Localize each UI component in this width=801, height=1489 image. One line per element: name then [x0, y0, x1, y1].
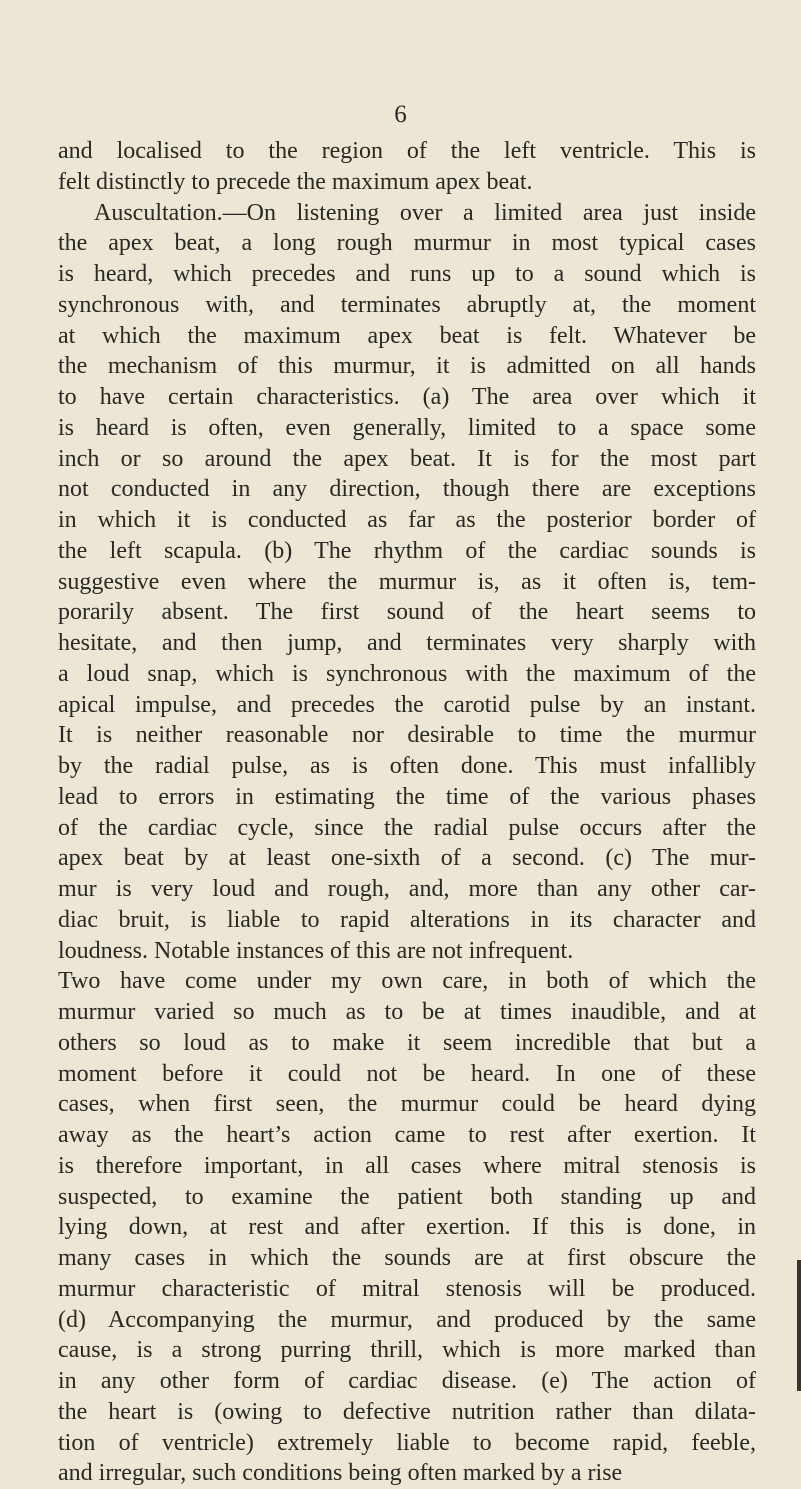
text-line: is heard is often, even generally, limited to a space some — [58, 414, 756, 441]
text-line: in any other form of cardiac disease. (e) The action of — [58, 1368, 756, 1394]
text-line: the heart is (owing to defective nutrition rather than dilata- — [58, 1398, 756, 1425]
text-line: the left scapula. (b) The rhythm of the cardiac sounds is — [58, 537, 756, 564]
text-line: inch or so around the apex beat. It is for the most part — [58, 445, 756, 472]
text-line: suggestive even where the murmur is, as it often is, tem- — [58, 568, 756, 595]
text-line: murmur varied so much as to be at times inaudible, and at — [58, 999, 756, 1025]
text-line: synchronous with, and terminates abruptly at, the moment — [58, 291, 756, 318]
text-line: Auscultation.—On listening over a limited area just inside — [94, 199, 756, 226]
text-line: loudness. Notable instances of this are not infrequent. — [58, 937, 574, 964]
text-line: diac bruit, is liable to rapid alterations in its character and — [58, 906, 756, 933]
text-line: It is neither reasonable nor desirable to time the murmur — [58, 722, 756, 749]
text-line: apical impulse, and precedes the carotid pulse by an instant. — [58, 691, 756, 718]
text-line: to have certain characteristics. (a) The area over which it — [58, 384, 756, 410]
text-line: tion of ventricle) extremely liable to become rapid, feeble, — [58, 1429, 756, 1456]
body-text — [58, 136, 756, 1489]
text-line: lead to errors in estimating the time of the various phases — [58, 783, 756, 810]
text-line: others so loud as to make it seem incredible that but a — [58, 1029, 756, 1056]
text-line: moment before it could not be heard. In one of these — [58, 1060, 756, 1087]
text-line: mur is very loud and rough, and, more than any other car- — [58, 876, 756, 902]
text-line: lying down, at rest and after exertion. If this is done, in — [58, 1214, 756, 1241]
text-line: apex beat by at least one-sixth of a second. (c) The mur- — [58, 845, 756, 872]
text-line: cause, is a strong purring thrill, which is more marked than — [58, 1337, 756, 1364]
text-line: is heard, which precedes and runs up to a sound which is — [58, 261, 756, 287]
text-line: hesitate, and then jump, and terminates very sharply with — [58, 630, 756, 656]
page-edge-shadow — [797, 1260, 801, 1391]
text-line: in which it is conducted as far as the posterior border of — [58, 507, 756, 533]
text-line: murmur characteristic of mitral stenosis will be produced. — [58, 1275, 756, 1302]
text-line: away as the heart’s action came to rest after exertion. It — [58, 1122, 756, 1148]
text-line: at which the maximum apex beat is felt. Whatever be — [58, 322, 756, 349]
text-line: Two have come under my own care, in both of which the — [58, 968, 756, 995]
text-line: is therefore important, in all cases where mitral stenosis is — [58, 1152, 756, 1179]
text-line: not conducted in any direction, though there are exceptions — [58, 476, 756, 503]
text-line: felt distinctly to precede the maximum apex beat. — [58, 168, 533, 195]
text-line: porarily absent. The first sound of the heart seems to — [58, 599, 756, 626]
text-line: a loud snap, which is synchronous with the maximum of the — [58, 660, 756, 687]
text-line: cases, when first seen, the murmur could be heard dying — [58, 1091, 756, 1118]
text-line: by the radial pulse, as is often done. This must infallibly — [58, 753, 756, 779]
text-line: and localised to the region of the left ventricle. This is — [58, 138, 756, 164]
text-line: and irregular, such conditions being often marked by a rise — [58, 1460, 623, 1487]
text-line: of the cardiac cycle, since the radial pulse occurs after the — [58, 814, 756, 841]
text-line: suspected, to examine the patient both standing up and — [58, 1183, 756, 1210]
page-number: 6 — [394, 101, 407, 128]
text-line: many cases in which the sounds are at first obscure the — [58, 1245, 756, 1271]
text-line: (d) Accompanying the murmur, and produced by the same — [58, 1306, 756, 1333]
text-line: the mechanism of this murmur, it is admitted on all hands — [58, 353, 756, 380]
text-line: the apex beat, a long rough murmur in most typical cases — [58, 230, 756, 257]
